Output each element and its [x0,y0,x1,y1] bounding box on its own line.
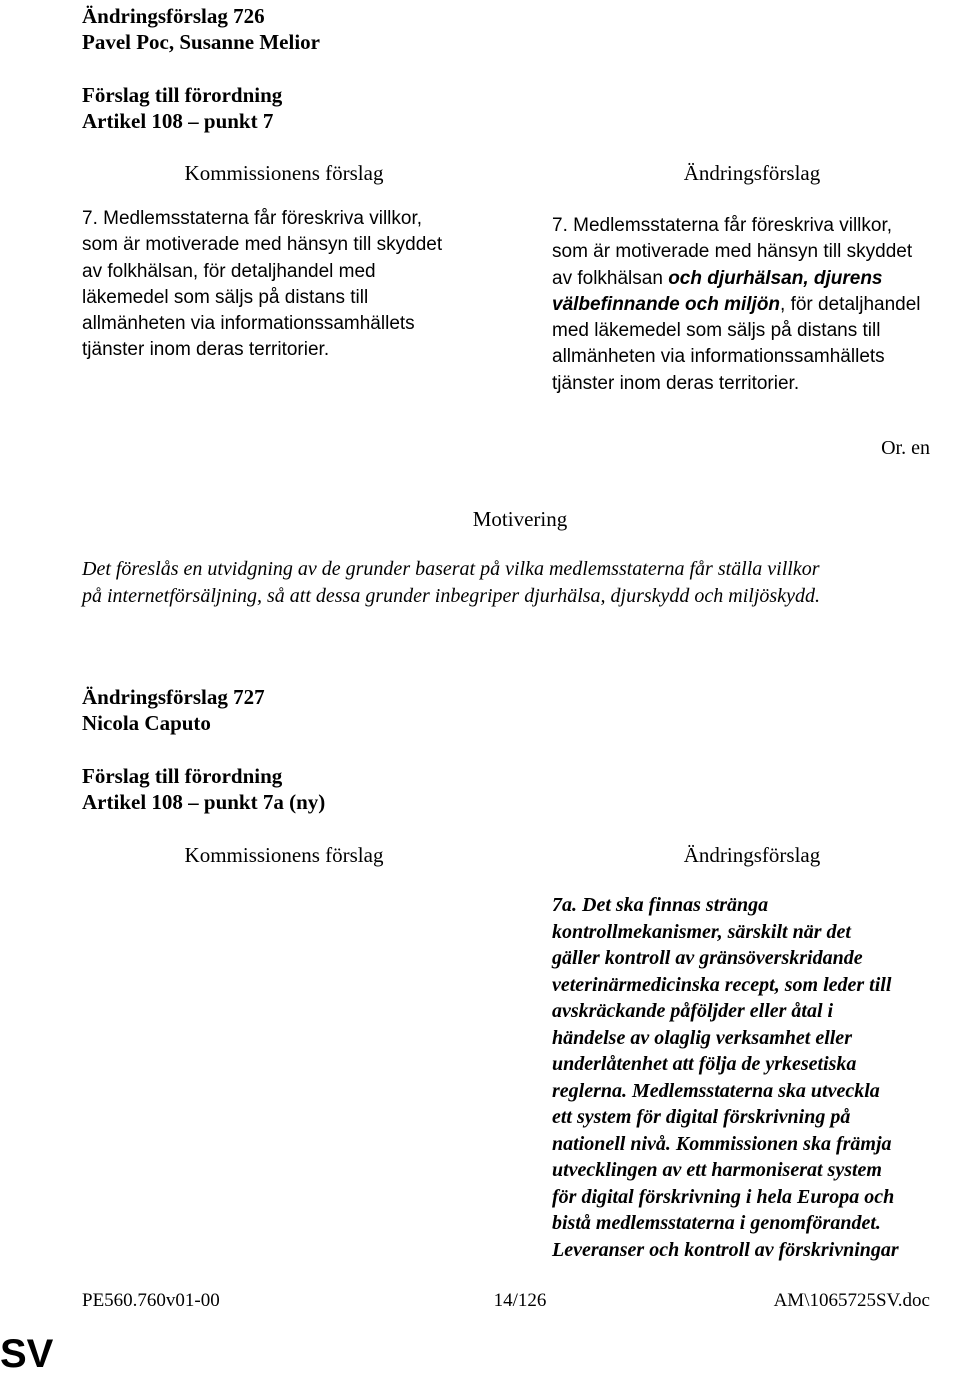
commission-text-726 [82,206,442,364]
text-line: veterinärmedicinska recept, som leder till [552,973,892,996]
text-line [552,266,921,292]
amendment-727-article: Artikel 108 – punkt 7a (ny) [82,790,326,814]
footer-doc-ref: PE560.760v01-00 [82,1290,220,1311]
text-line: underlåtenhet att följa de yrkesetiska [552,1053,857,1075]
added-text: välbefinnande och miljön [552,293,781,315]
text-line: reglerna. Medlemsstaterna ska utveckla [552,1079,880,1102]
text-line: med läkemedel som säljs på distans till [552,320,881,342]
text-line: gäller kontroll av gränsöverskridande [552,947,863,969]
justification-text [82,556,820,609]
text-line: tjänster inom deras territorier. [552,372,800,394]
text-line: allmänheten via informationssamhällets [552,346,885,368]
text-line: 7a. Det ska finnas stränga [552,894,769,916]
amendment-727-proposal: Förslag till förordning [82,764,283,788]
amendment-heading: Ändringsförslag [683,161,821,185]
text-line: utvecklingen av ett harmoniserat system [552,1159,882,1181]
text-line: på internetförsäljning, så att dessa grunder inbegriper djurhälsa, djurskydd och miljöskydd. [82,584,820,607]
amendment-727-authors: Nicola Caputo [82,711,211,735]
text-line: läkemedel som säljs på distans till [82,286,369,308]
text-line: avskräckande påföljder eller åtal i [552,1000,834,1022]
text-line: händelse av olaglig verksamhet eller [552,1026,852,1049]
amendment-text-726 [552,213,921,397]
amendment-726-proposal: Förslag till förordning [82,83,283,107]
amendment-726-number: Ändringsförslag 726 [82,4,265,28]
text-line: för digital förskrivning i hela Europa och [552,1185,895,1208]
text-line: Leveranser och kontroll av förskrivningar [552,1238,899,1261]
text-line: som är motiverade med hänsyn till skyddet [82,234,443,256]
added-text: och djurhälsan, djurens [668,267,883,289]
text-line: ett system för digital förskrivning på [552,1106,851,1128]
amendment-726-article: Artikel 108 – punkt 7 [82,109,274,133]
amendment-727-number: Ändringsförslag 727 [82,685,265,709]
text-line: bistå medlemsstaterna i genomförandet. [552,1212,881,1234]
footer-file-name: AM\1065725SV.doc [773,1290,930,1311]
text-line: nationell nivå. Kommissionen ska främja [552,1132,892,1155]
amendment-heading: Ändringsförslag [683,843,821,867]
text-line: av folkhälsan, för detaljhandel med [82,260,376,282]
text-line: Det föreslås en utvidgning av de grunder baserat på vilka medlemsstaterna får ställa villkor [82,558,820,580]
amendment-text-727 [552,892,899,1263]
text-line: allmänheten via informationssamhällets [82,313,415,335]
amendment-726-authors: Pavel Poc, Susanne Melior [82,30,320,54]
language-code: SV [0,1332,54,1376]
text-line: 7. Medlemsstaterna får föreskriva villkor, [82,208,423,229]
plain-text: av folkhälsan [552,267,669,289]
text-line: som är motiverade med hänsyn till skyddet [552,241,913,263]
text-line [552,292,921,318]
justification-heading: Motivering [472,507,568,531]
text-line: 7. Medlemsstaterna får föreskriva villkor, [552,215,893,236]
plain-text: , för detaljhandel [780,293,921,315]
commission-proposal-heading: Kommissionens förslag [184,843,384,867]
original-language: Or. en [881,437,930,459]
commission-proposal-heading: Kommissionens förslag [184,161,384,185]
text-line: tjänster inom deras territorier. [82,339,330,361]
footer-page-number: 14/126 [493,1290,547,1311]
text-line: kontrollmekanismer, särskilt när det [552,920,851,943]
